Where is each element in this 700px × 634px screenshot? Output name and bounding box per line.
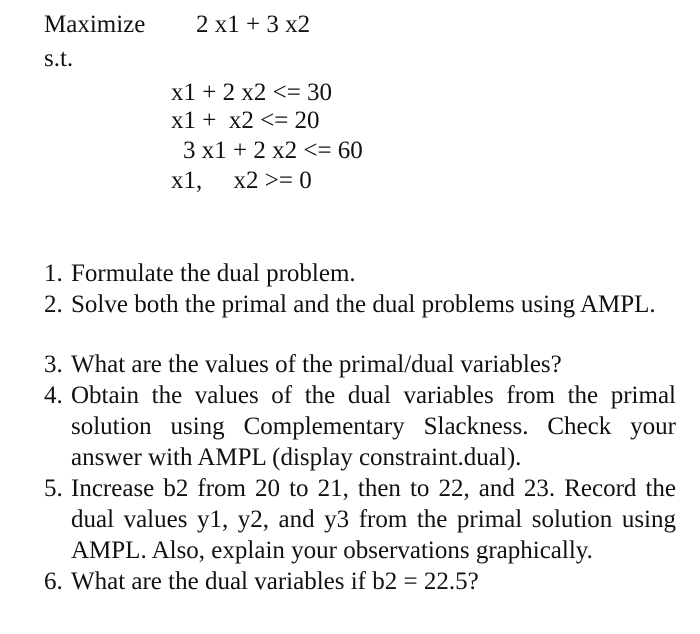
objective-function: 2 x1 + 3 x2: [196, 11, 311, 38]
question-number: 4.: [44, 382, 63, 409]
constraint-1: x1 + 2 x2 <= 30: [171, 79, 333, 106]
question-4: [44, 380, 676, 473]
question-number: 6.: [44, 568, 63, 595]
nonnegativity-constraint: x1, x2 >= 0: [171, 167, 312, 194]
question-number: 5.: [44, 475, 63, 502]
constraint-3: 3 x1 + 2 x2 <= 60: [183, 137, 363, 164]
question-text: Increase b2 from 20 to 21, then to 22, and 23. Record the dual values y1, y2, and y3 from the primal solution using AMPL. Also, explain your observations graphically.: [71, 475, 676, 564]
question-5: [44, 473, 676, 566]
question-text: What are the values of the primal/dual variables?: [71, 351, 562, 378]
question-3: [44, 349, 676, 380]
question-text: What are the dual variables if b2 = 22.5?: [71, 568, 479, 595]
subject-to-label: s.t.: [44, 45, 74, 72]
question-number: 3.: [44, 351, 63, 378]
question-number: 2.: [44, 291, 63, 318]
question-number: 1.: [44, 260, 63, 287]
maximize-label: Maximize: [44, 11, 146, 38]
question-text: Obtain the values of the dual variables from the primal solution using Complementary Slackness. Check your answer with AMPL (display constraint.dual).: [71, 382, 676, 471]
question-6: [44, 566, 676, 597]
question-1: [44, 258, 676, 289]
constraint-2: x1 + x2 <= 20: [171, 107, 320, 134]
question-text: Solve both the primal and the dual problems using AMPL.: [71, 291, 656, 318]
question-text: Formulate the dual problem.: [71, 260, 356, 287]
question-2: [44, 289, 676, 320]
